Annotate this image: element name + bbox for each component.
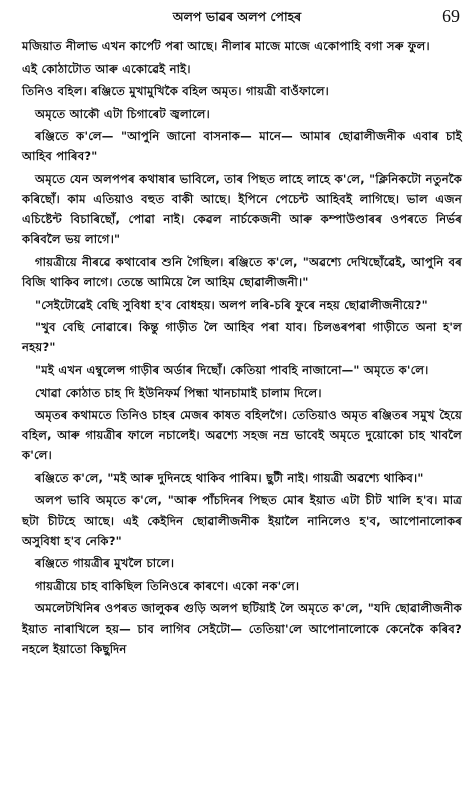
paragraph: গায়ত্রীয়ে নীৰৱে কথাবোৰ শুনি গৈছিল। ৰঞ্জিতে ক'লে, "অৱশ্যে দেখিছোঁৱেই, আপুনি বৰ বিজি থাকিব লাগে। তেন্তে আমিয়ে লৈ আহিম ছোৱালীজনী।" (22, 254, 462, 290)
paragraph: "মই এখন এম্বুলেন্স গাড়ীৰ অর্ডাৰ দিছোঁ। কেতিয়া পাবহি নাজানো—" অমৃতে ক'লে। (35, 362, 429, 377)
body-text (22, 36, 462, 661)
paragraph: ৰঞ্জিতে গায়ত্রীৰ মুখলৈ চালে। (35, 556, 175, 571)
paragraph: এই কোঠাটোত আৰু একোৱেই নাই। (22, 61, 191, 76)
paragraph: ৰঞ্জিতে ক'লে— "আপুনি জানো বাসনাক— মানে— আমাৰ ছোৱালীজনীক এবাৰ চাই আহিব পাৰিব?" (22, 129, 462, 164)
paragraph: অমৃতে আকৌ এটা চিগাৰেট জ্বলালে। (35, 106, 210, 121)
paragraph: খোৱা কোঠাত চাহ দি ইউনিফর্ম পিন্ধা খানচামাই চালাম দিলে। (35, 385, 322, 400)
paragraph: অমলেটখিনিৰ ওপৰত জালুকৰ গুড়ি অলপ ছটিয়াই লৈ অমৃতে ক'লে, "যদি ছোৱালীজনীক ইয়াত নাৰাখিলে হয়— চাব লাগিব সেইটো— তেতিয়া'লে আপোনালোকে কেনেকৈ কৰিব? নহলে ইয়াতো কিছুদিন (22, 601, 462, 656)
page-header (0, 6, 474, 30)
paragraph: ৰঞ্জিতে ক'লে, "মই আৰু দুদিনহে থাকিব পাৰিম। ছুটী নাই। গায়ত্রী অৱশ্যে থাকিব।" (35, 470, 424, 485)
paragraph: অমৃতে যেন অলপপৰ কথাষাৰ ভাবিলে, তাৰ পিছত লাহে লাহে ক'লে, "ক্লিনিকটো নতুনকৈ কৰিছোঁ। কাম এতিয়াও বহুত বাকী আছে। ইপিনে পেচেন্ট আহিবই লাগিছে। ভাল এজন এচিষ্টেন্ট বিচাৰিছোঁ, পোৱা নাই। কেৱল নার্চকেজনী আৰু কম্পাউণ্ডাৰৰ ওপৰতে নির্ভৰ কৰিবলৈ ভয় লাগে।" (22, 172, 462, 247)
paragraph: "খুব বেছি নোৱাৰে। কিন্তু গাড়ীত লৈ আহিব পৰা যাব। চিলঙৰপৰা গাড়ীতে অনা হ'ল নহয়?" (22, 320, 462, 355)
running-title: অলপ ভাৱৰ অলপ পোহৰ (172, 9, 302, 24)
paragraph: অমৃতৰ কথামতে তিনিও চাহৰ মেজৰ কাষত বহিলগৈ। তেতিয়াও অমৃত ৰঞ্জিতৰ সমুখ হৈয়ে বহিল, আৰু গায়ত্রীৰ ফালে নচালেই। অৱশ্যে সহজ নম্ৰ ভাবেই অমৃতে দুয়োকো চাহ খাবলৈ ক'লে। (22, 408, 462, 463)
paragraph: মজিয়াত নীলাভ এখন কার্পেট পৰা আছে। নীলাৰ মাজে মাজে একোপাহি বগা সৰু ফুল। (22, 39, 430, 53)
paragraph: গায়ত্রীয়ে চাহ বাকিছিল তিনিওৰে কাৰণে। একো নক'লে। (35, 578, 300, 593)
paragraph: অলপ ভাবি অমৃতে ক'লে, "আৰু পাঁচদিনৰ পিছত মোৰ ইয়াত এটা চীট খালি হ'ব। মাত্র ছটা চীটহে আছে। এই কেইদিন ছোৱালীজনীক ইয়ালৈ নানিলেও হ'ব, আপোনালোকৰ অসুবিধা হ'ব নেকি?" (22, 493, 462, 548)
paragraph: "সেইটোৱেই বেছি সুবিধা হ'ব বোধহয়। অলপ লৰি-চৰি ফুৰে নহয় ছোৱালীজনীয়ে?" (35, 297, 428, 312)
page-number: 69 (442, 6, 460, 26)
paragraph: তিনিও বহিল। ৰঞ্জিতে মুখামুখিকৈ বহিল অমৃত। গায়ত্রী বাওঁফালে। (22, 84, 330, 99)
